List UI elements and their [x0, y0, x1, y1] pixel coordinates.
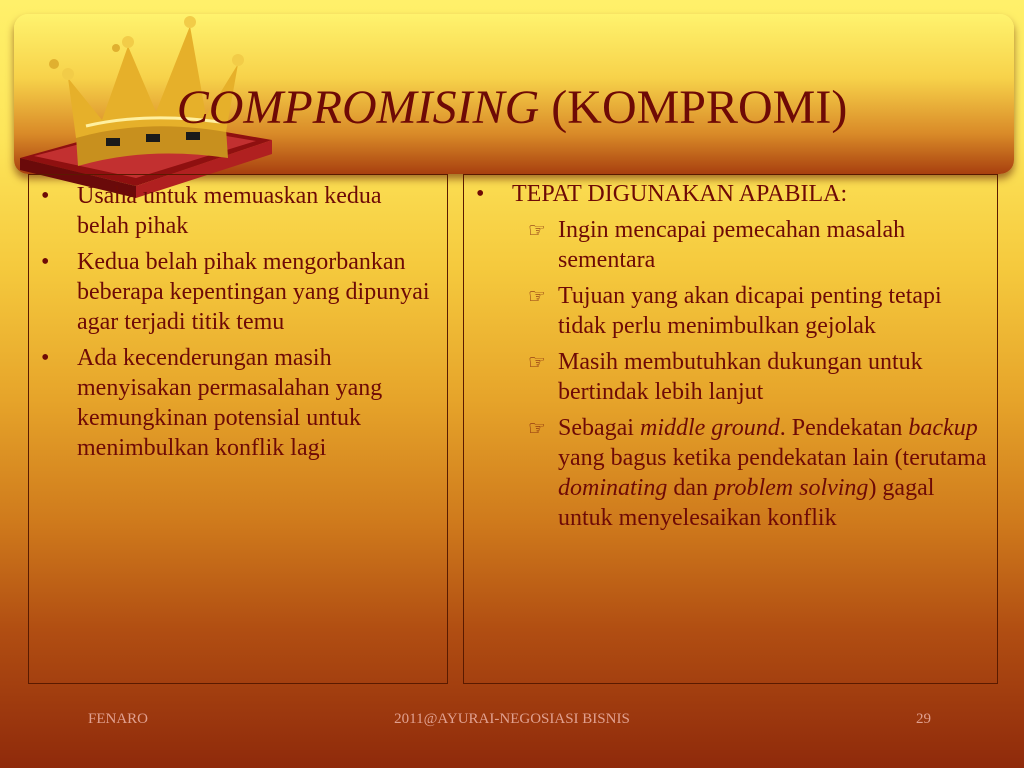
text-run-italic: dominating [558, 475, 668, 501]
right-bullet-list [464, 175, 997, 533]
footer-author: FENARO [88, 711, 149, 727]
pointing-hand-icon: ☞ [528, 284, 546, 308]
list-item [39, 181, 439, 241]
left-bullet-list [29, 175, 447, 463]
bullet-icon: • [41, 183, 50, 209]
slide-title [0, 82, 1024, 135]
sub-item-text [558, 415, 987, 531]
bullet-icon: • [41, 345, 50, 371]
title-normal: (KOMPROMI) [539, 81, 848, 134]
list-item [39, 247, 439, 337]
section-heading: TEPAT DIGUNAKAN APABILA: [512, 181, 848, 207]
text-run-italic: backup [908, 415, 978, 441]
pointing-hand-icon: ☞ [528, 416, 546, 440]
list-item-text: Kedua belah pihak mengorbankan beberapa kepentingan yang dipunyai agar terjadi titik temu [77, 249, 430, 335]
bullet-icon: • [476, 181, 485, 207]
pointing-hand-icon: ☞ [528, 350, 546, 374]
slide-number: 29 [916, 711, 931, 727]
bullet-icon: • [41, 249, 50, 275]
left-content-box [28, 174, 448, 684]
text-run-italic: middle ground [639, 415, 780, 441]
sub-list-item [512, 413, 989, 533]
text-run: yang bagus ketika pendekatan lain (terutama [558, 445, 987, 471]
title-italic: COMPROMISING [176, 81, 540, 134]
text-run: dan [667, 475, 714, 501]
list-item-text: Ada kecenderungan masih menyisakan permasalahan yang kemungkinan potensial untuk menimbulkan konflik lagi [77, 345, 383, 461]
sub-item-text: Masih membutuhkan dukungan untuk bertindak lebih lanjut [558, 349, 923, 405]
footer-source: 2011@AYURAI-NEGOSIASI BISNIS [394, 711, 630, 727]
right-content-box [463, 174, 998, 684]
text-run: . Pendekatan [779, 415, 909, 441]
sub-list-item [512, 215, 989, 275]
sub-list-item [512, 347, 989, 407]
sub-list [512, 215, 989, 533]
sub-item-text: Ingin mencapai pemecahan masalah sementara [558, 217, 906, 273]
pointing-hand-icon: ☞ [528, 218, 546, 242]
list-item [474, 179, 989, 533]
list-item [39, 343, 439, 463]
text-run: ) gagal untuk menyelesaikan konflik [558, 475, 935, 531]
sub-list-item [512, 281, 989, 341]
list-item-text: Usaha untuk memuaskan kedua belah pihak [77, 183, 382, 239]
sub-item-text: Tujuan yang akan dicapai penting tetapi tidak perlu menimbulkan gejolak [558, 283, 942, 339]
text-run: Sebagai [558, 415, 640, 441]
text-run-italic: problem solving [714, 475, 869, 501]
